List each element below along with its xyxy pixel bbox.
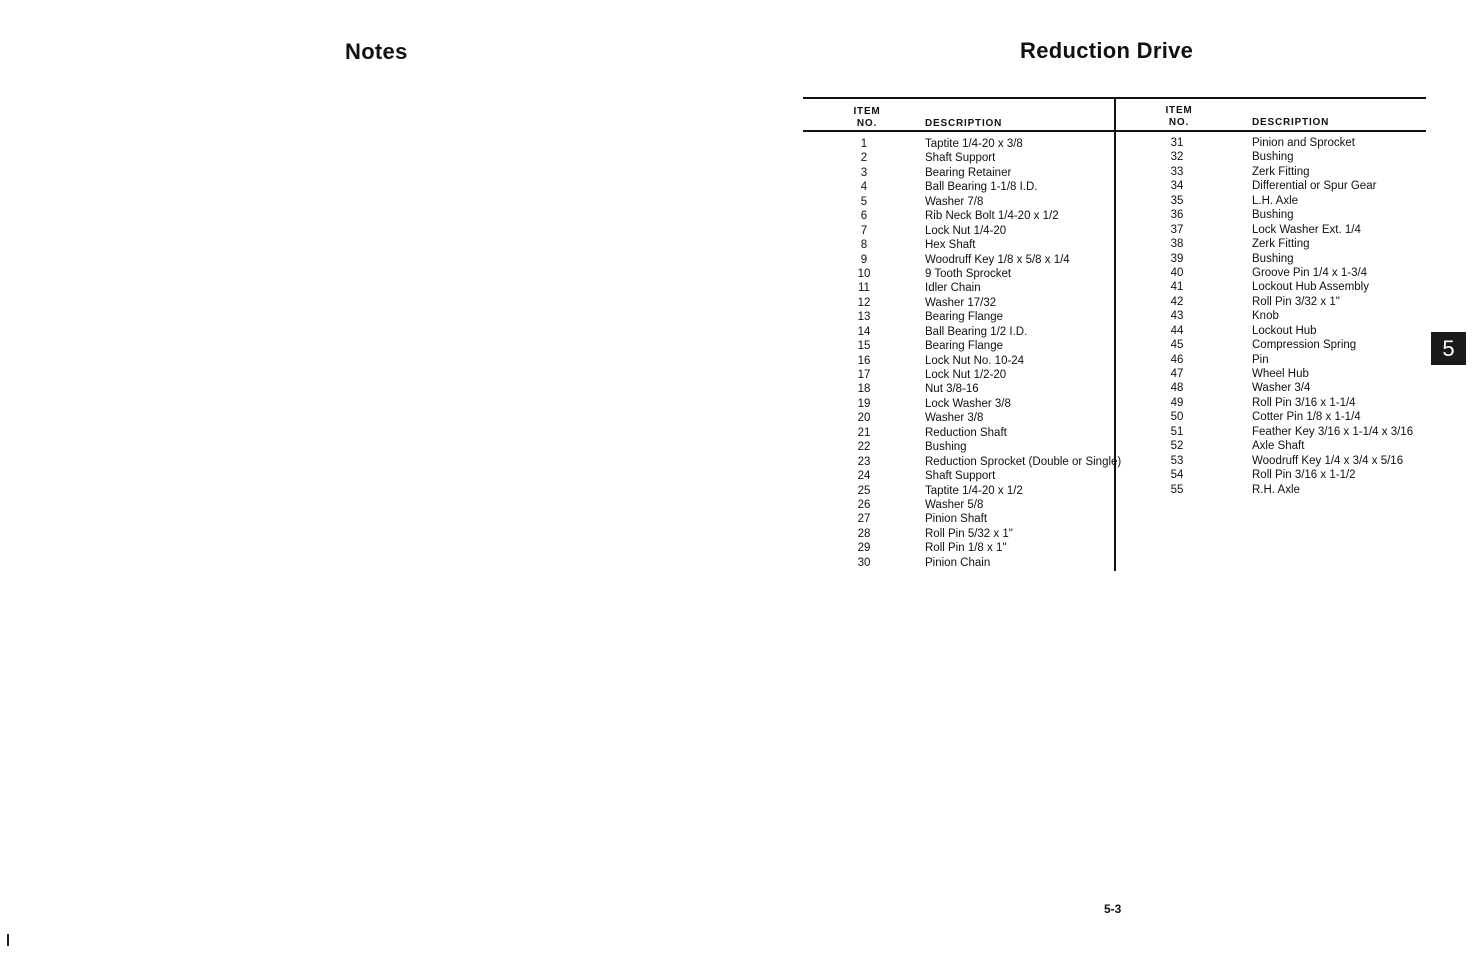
table-row <box>840 310 1120 324</box>
item-number: 39 <box>1170 252 1184 265</box>
table-row <box>1155 425 1425 439</box>
item-number: 34 <box>1170 180 1184 193</box>
item-description: Lockout Hub <box>1252 324 1317 337</box>
table-row <box>1155 483 1425 497</box>
item-description: Lock Nut 1/2-20 <box>925 369 1007 381</box>
item-description: Wheel Hub <box>1252 368 1309 380</box>
item-description: Zerk Fitting <box>1252 165 1310 178</box>
item-number: 1 <box>860 138 868 150</box>
item-number: 53 <box>1170 454 1184 467</box>
header-item-line1: ITEM <box>853 106 881 117</box>
item-description: Washer 5/8 <box>925 498 984 511</box>
parts-list-right <box>1155 136 1425 497</box>
item-number: 38 <box>1170 238 1184 251</box>
item-number: 6 <box>860 210 868 223</box>
item-description: Bearing Retainer <box>925 166 1012 179</box>
item-number: 51 <box>1170 425 1184 438</box>
item-description: Roll Pin 3/16 x 1-1/4 <box>1252 396 1356 409</box>
item-description: Ball Bearing 1/2 I.D. <box>925 325 1028 338</box>
item-description: Lock Nut No. 10-24 <box>925 354 1025 367</box>
item-description: R.H. Axle <box>1252 483 1300 496</box>
item-description: Bushing <box>1252 151 1294 164</box>
item-description: Taptite 1/4-20 x 3/8 <box>925 138 1023 150</box>
item-number: 10 <box>857 267 871 280</box>
table-row <box>840 339 1120 353</box>
item-description: Feather Key 3/16 x 1-1/4 x 3/16 <box>1252 425 1414 438</box>
item-description: Bushing <box>1252 209 1294 222</box>
table-row <box>840 512 1120 526</box>
item-number: 7 <box>860 224 868 237</box>
item-number: 27 <box>857 513 871 526</box>
item-number: 33 <box>1170 165 1184 178</box>
item-number: 28 <box>857 527 871 540</box>
item-description: Idler Chain <box>925 282 981 295</box>
table-row <box>1155 295 1425 309</box>
item-description: Bushing <box>1252 252 1294 265</box>
item-number: 5 <box>860 195 868 208</box>
item-number: 8 <box>860 239 868 252</box>
item-description: Washer 3/4 <box>1252 382 1311 395</box>
item-number: 52 <box>1170 440 1184 453</box>
item-number: 42 <box>1170 295 1184 308</box>
page-number: 5-3 <box>1104 902 1122 916</box>
table-row <box>1155 136 1425 150</box>
item-number: 14 <box>857 325 871 338</box>
table-row <box>1155 396 1425 410</box>
item-number: 9 <box>860 253 868 266</box>
item-description: Pinion and Sprocket <box>1252 137 1355 149</box>
item-description: Taptite 1/4-20 x 1/2 <box>925 484 1023 497</box>
table-row <box>1155 324 1425 338</box>
item-description: Lock Washer 3/8 <box>925 397 1011 410</box>
table-row <box>840 224 1120 238</box>
column-header-item-no-right <box>1159 105 1199 129</box>
item-number: 40 <box>1170 266 1184 279</box>
table-row <box>840 180 1120 194</box>
item-number: 19 <box>857 397 871 410</box>
table-top-rule-left <box>803 97 1114 99</box>
table-row <box>1155 223 1425 237</box>
item-number: 17 <box>857 369 871 381</box>
table-row <box>1155 439 1425 453</box>
table-row <box>1155 150 1425 164</box>
table-row <box>840 238 1120 252</box>
item-number: 32 <box>1170 151 1184 164</box>
table-row <box>840 209 1120 223</box>
header-item-line2: NO. <box>856 118 878 129</box>
item-description: Groove Pin 1/4 x 1-3/4 <box>1252 266 1368 279</box>
table-row <box>1155 309 1425 323</box>
item-description: 9 Tooth Sprocket <box>925 267 1012 280</box>
item-number: 37 <box>1170 223 1184 236</box>
item-number: 43 <box>1170 310 1184 323</box>
item-number: 46 <box>1170 353 1184 366</box>
table-row <box>840 296 1120 310</box>
table-row <box>1155 266 1425 280</box>
item-description: Pinion Chain <box>925 556 991 569</box>
item-description: Roll Pin 1/8 x 1" <box>925 542 1007 555</box>
table-row <box>1155 179 1425 193</box>
table-row <box>840 267 1120 281</box>
table-row <box>840 440 1120 454</box>
section-tab: 5 <box>1431 332 1466 365</box>
item-number: 25 <box>857 484 871 497</box>
notes-page-title: Notes <box>345 39 408 64</box>
item-number: 47 <box>1170 368 1184 380</box>
table-row <box>840 469 1120 483</box>
item-number: 50 <box>1170 411 1184 424</box>
table-row <box>840 541 1120 555</box>
item-description: Lock Washer Ext. 1/4 <box>1252 223 1361 236</box>
table-row <box>1155 338 1425 352</box>
item-description: Bushing <box>925 441 967 454</box>
item-number: 20 <box>857 412 871 425</box>
table-row <box>840 354 1120 368</box>
table-row <box>1155 367 1425 381</box>
table-row <box>1155 208 1425 222</box>
item-description: Bearing Flange <box>925 340 1003 353</box>
column-header-item-no-left <box>847 106 887 130</box>
item-number: 41 <box>1170 281 1184 294</box>
item-description: Reduction Shaft <box>925 426 1007 439</box>
header-item-line2: NO. <box>1168 117 1190 128</box>
item-description: Pinion Shaft <box>925 513 988 526</box>
table-row <box>1155 280 1425 294</box>
item-description: Woodruff Key 1/4 x 3/4 x 5/16 <box>1252 454 1404 467</box>
item-description: Washer 7/8 <box>925 195 984 208</box>
item-number: 2 <box>860 152 868 165</box>
item-number: 21 <box>857 426 871 439</box>
item-description: Washer 3/8 <box>925 412 984 425</box>
item-description: Nut 3/8-16 <box>925 383 979 396</box>
table-row <box>840 281 1120 295</box>
item-description: Knob <box>1252 310 1279 323</box>
item-description: Cotter Pin 1/8 x 1-1/4 <box>1252 411 1361 424</box>
item-description: Roll Pin 3/16 x 1-1/2 <box>1252 469 1356 482</box>
table-row <box>1155 468 1425 482</box>
item-number: 54 <box>1170 469 1184 482</box>
item-description: Lockout Hub Assembly <box>1252 281 1369 294</box>
item-number: 11 <box>858 282 870 295</box>
item-number: 26 <box>857 498 871 511</box>
table-row <box>840 455 1120 469</box>
item-number: 18 <box>857 383 871 396</box>
item-description: Shaft Support <box>925 152 996 165</box>
item-description: Reduction Sprocket (Double or Single) <box>925 455 1122 468</box>
item-number: 13 <box>857 311 871 324</box>
item-number: 49 <box>1170 396 1184 409</box>
table-header-rule-left <box>803 130 1114 132</box>
table-row <box>1155 237 1425 251</box>
item-number: 12 <box>857 296 871 309</box>
table-row <box>840 498 1120 512</box>
item-number: 24 <box>857 470 871 483</box>
table-row <box>840 382 1120 396</box>
table-row <box>840 484 1120 498</box>
item-number: 15 <box>857 340 871 353</box>
table-header-rule-right <box>1116 130 1426 132</box>
table-row <box>1155 381 1425 395</box>
table-row <box>840 325 1120 339</box>
item-description: Washer 17/32 <box>925 296 997 309</box>
item-description: Lock Nut 1/4-20 <box>925 224 1007 237</box>
page-edge-mark <box>7 934 9 946</box>
table-row <box>1155 165 1425 179</box>
item-number: 30 <box>857 556 871 569</box>
table-row <box>1155 353 1425 367</box>
table-row <box>1155 454 1425 468</box>
item-description: Rib Neck Bolt 1/4-20 x 1/2 <box>925 210 1059 223</box>
item-number: 29 <box>857 542 871 555</box>
column-header-description-right: DESCRIPTION <box>1252 117 1330 128</box>
table-row <box>840 166 1120 180</box>
table-row <box>1155 194 1425 208</box>
header-item-line1: ITEM <box>1165 105 1193 116</box>
item-description: Shaft Support <box>925 470 996 483</box>
item-number: 55 <box>1170 483 1184 496</box>
item-description: Woodruff Key 1/8 x 5/8 x 1/4 <box>925 253 1070 266</box>
item-number: 44 <box>1170 324 1184 337</box>
item-description: Differential or Spur Gear <box>1252 180 1377 193</box>
table-row <box>840 195 1120 209</box>
item-description: Hex Shaft <box>925 239 976 252</box>
item-description: Roll Pin 3/32 x 1" <box>1252 295 1340 308</box>
table-row <box>840 151 1120 165</box>
item-description: Compression Spring <box>1252 339 1357 352</box>
item-number: 16 <box>857 354 871 367</box>
item-number: 23 <box>857 455 871 468</box>
table-row <box>840 426 1120 440</box>
item-description: L.H. Axle <box>1252 194 1299 207</box>
column-header-description-left: DESCRIPTION <box>925 118 1003 129</box>
table-row <box>840 556 1120 570</box>
item-description: Roll Pin 5/32 x 1" <box>925 527 1013 540</box>
item-description: Zerk Fitting <box>1252 238 1310 251</box>
item-description: Ball Bearing 1-1/8 I.D. <box>925 181 1038 194</box>
table-row <box>1155 410 1425 424</box>
table-row <box>840 253 1120 267</box>
table-row <box>1155 252 1425 266</box>
table-top-rule-right <box>1116 97 1426 99</box>
parts-list-left <box>840 137 1120 570</box>
item-description: Pin <box>1252 353 1269 366</box>
item-number: 36 <box>1170 209 1184 222</box>
table-row <box>840 411 1120 425</box>
item-description: Bearing Flange <box>925 311 1003 324</box>
item-number: 4 <box>860 181 868 194</box>
table-row <box>840 397 1120 411</box>
item-number: 45 <box>1170 339 1184 352</box>
item-number: 48 <box>1170 382 1184 395</box>
table-row <box>840 137 1120 151</box>
item-number: 31 <box>1170 137 1184 149</box>
item-number: 22 <box>857 441 871 454</box>
table-row <box>840 527 1120 541</box>
item-number: 3 <box>860 166 868 179</box>
item-number: 35 <box>1170 194 1184 207</box>
page-title: Reduction Drive <box>1020 38 1194 63</box>
item-description: Axle Shaft <box>1252 440 1305 453</box>
table-row <box>840 368 1120 382</box>
